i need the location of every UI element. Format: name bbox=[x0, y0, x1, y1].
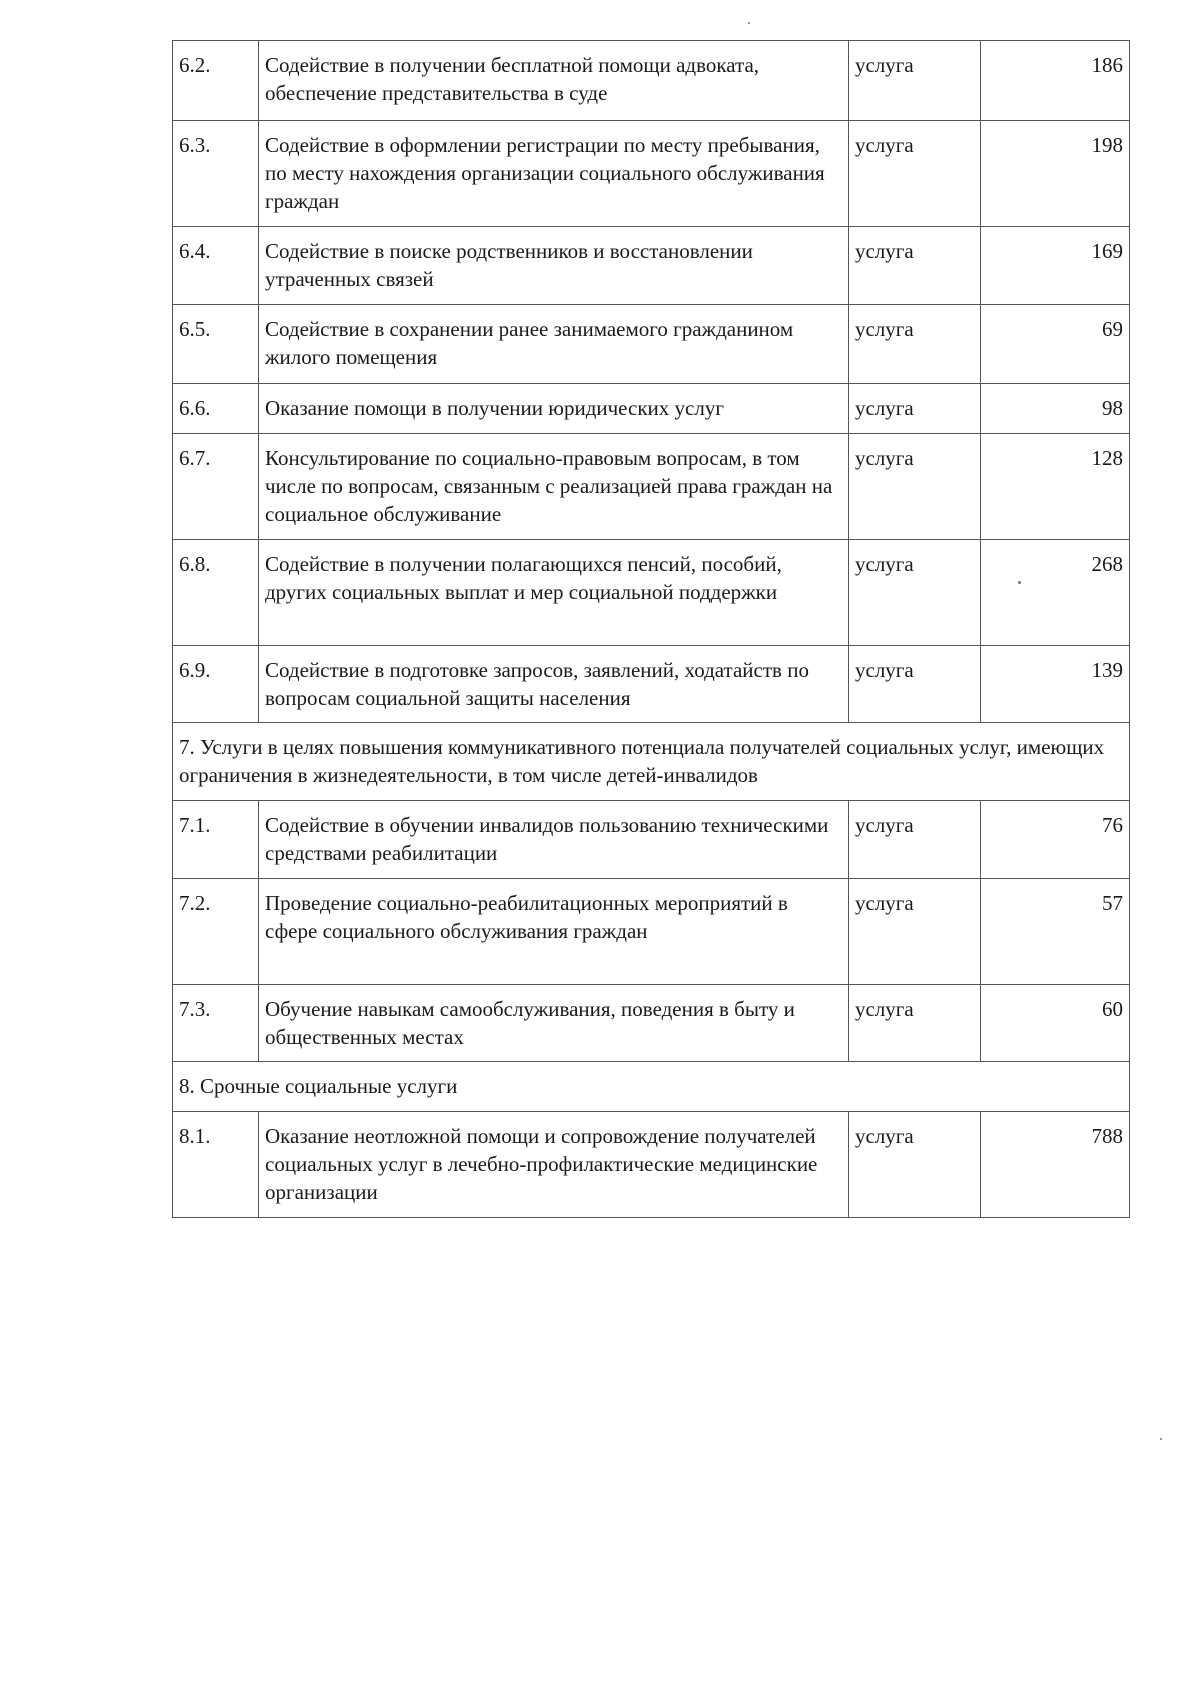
row-number: 7.1. bbox=[173, 801, 259, 879]
table-row bbox=[173, 384, 1130, 434]
service-name: Оказание помощи в получении юридических услуг bbox=[259, 384, 849, 434]
table-row bbox=[173, 1112, 1130, 1218]
unit-of-measure: услуга bbox=[849, 434, 981, 540]
row-number: 6.3. bbox=[173, 121, 259, 227]
table-row bbox=[173, 434, 1130, 540]
unit-of-measure: услуга bbox=[849, 227, 981, 305]
service-value: 186 bbox=[981, 41, 1130, 121]
row-number: 6.9. bbox=[173, 646, 259, 723]
service-value: 76 bbox=[981, 801, 1130, 879]
service-value: 57 bbox=[981, 879, 1130, 985]
unit-of-measure: услуга bbox=[849, 1112, 981, 1218]
table-row bbox=[173, 121, 1130, 227]
services-table-body bbox=[173, 41, 1130, 1218]
table-row bbox=[173, 540, 1130, 646]
service-value: 169 bbox=[981, 227, 1130, 305]
row-number: 6.7. bbox=[173, 434, 259, 540]
service-value: 98 bbox=[981, 384, 1130, 434]
scan-speck bbox=[1160, 1438, 1162, 1440]
unit-of-measure: услуга bbox=[849, 540, 981, 646]
table-row bbox=[173, 227, 1130, 305]
service-name: Содействие в сохранении ранее занимаемого гражданином жилого помещения bbox=[259, 305, 849, 384]
row-number: 8.1. bbox=[173, 1112, 259, 1218]
service-name: Содействие в подготовке запросов, заявлений, ходатайств по вопросам социальной защиты населения bbox=[259, 646, 849, 723]
service-name: Содействие в оформлении регистрации по месту пребывания, по месту нахождения организации социального обслуживания граждан bbox=[259, 121, 849, 227]
service-value: 69 bbox=[981, 305, 1130, 384]
service-value: 128 bbox=[981, 434, 1130, 540]
row-number: 6.2. bbox=[173, 41, 259, 121]
service-name: Консультирование по социально-правовым вопросам, в том числе по вопросам, связанным с реализацией права граждан на социальное обслуживание bbox=[259, 434, 849, 540]
section-row bbox=[173, 1062, 1130, 1112]
section-heading: 7. Услуги в целях повышения коммуникативного потенциала получателей социальных услуг, имеющих ограничения в жизнедеятельности, в том числе детей-инвалидов bbox=[173, 723, 1130, 801]
table-row bbox=[173, 41, 1130, 121]
table-row bbox=[173, 646, 1130, 723]
row-number: 7.2. bbox=[173, 879, 259, 985]
row-number: 6.8. bbox=[173, 540, 259, 646]
row-number: 6.6. bbox=[173, 384, 259, 434]
table-row bbox=[173, 801, 1130, 879]
service-value: 139 bbox=[981, 646, 1130, 723]
unit-of-measure: услуга bbox=[849, 985, 981, 1062]
service-value: 60 bbox=[981, 985, 1130, 1062]
service-value: 198 bbox=[981, 121, 1130, 227]
unit-of-measure: услуга bbox=[849, 384, 981, 434]
unit-of-measure: услуга bbox=[849, 801, 981, 879]
table-row bbox=[173, 985, 1130, 1062]
service-name: Обучение навыкам самообслуживания, поведения в быту и общественных местах bbox=[259, 985, 849, 1062]
unit-of-measure: услуга bbox=[849, 305, 981, 384]
service-name: Содействие в получении полагающихся пенсий, пособий, других социальных выплат и мер социальной поддержки bbox=[259, 540, 849, 646]
unit-of-measure: услуга bbox=[849, 646, 981, 723]
service-value: 268 bbox=[981, 540, 1130, 646]
unit-of-measure: услуга bbox=[849, 121, 981, 227]
unit-of-measure: услуга bbox=[849, 41, 981, 121]
unit-of-measure: услуга bbox=[849, 879, 981, 985]
service-name: Содействие в получении бесплатной помощи адвоката, обеспечение представительства в суде bbox=[259, 41, 849, 121]
row-number: 7.3. bbox=[173, 985, 259, 1062]
table-row bbox=[173, 305, 1130, 384]
section-heading: 8. Срочные социальные услуги bbox=[173, 1062, 1130, 1112]
service-name: Проведение социально-реабилитационных мероприятий в сфере социального обслуживания граждан bbox=[259, 879, 849, 985]
scan-speck bbox=[1018, 581, 1021, 584]
table-row bbox=[173, 879, 1130, 985]
service-name: Содействие в поиске родственников и восстановлении утраченных связей bbox=[259, 227, 849, 305]
row-number: 6.4. bbox=[173, 227, 259, 305]
service-name: Содействие в обучении инвалидов пользованию техническими средствами реабилитации bbox=[259, 801, 849, 879]
section-row bbox=[173, 723, 1130, 801]
services-table bbox=[172, 40, 1130, 1218]
scan-speck bbox=[748, 22, 750, 24]
row-number: 6.5. bbox=[173, 305, 259, 384]
service-name: Оказание неотложной помощи и сопровождение получателей социальных услуг в лечебно-профилактические медицинские организации bbox=[259, 1112, 849, 1218]
service-value: 788 bbox=[981, 1112, 1130, 1218]
